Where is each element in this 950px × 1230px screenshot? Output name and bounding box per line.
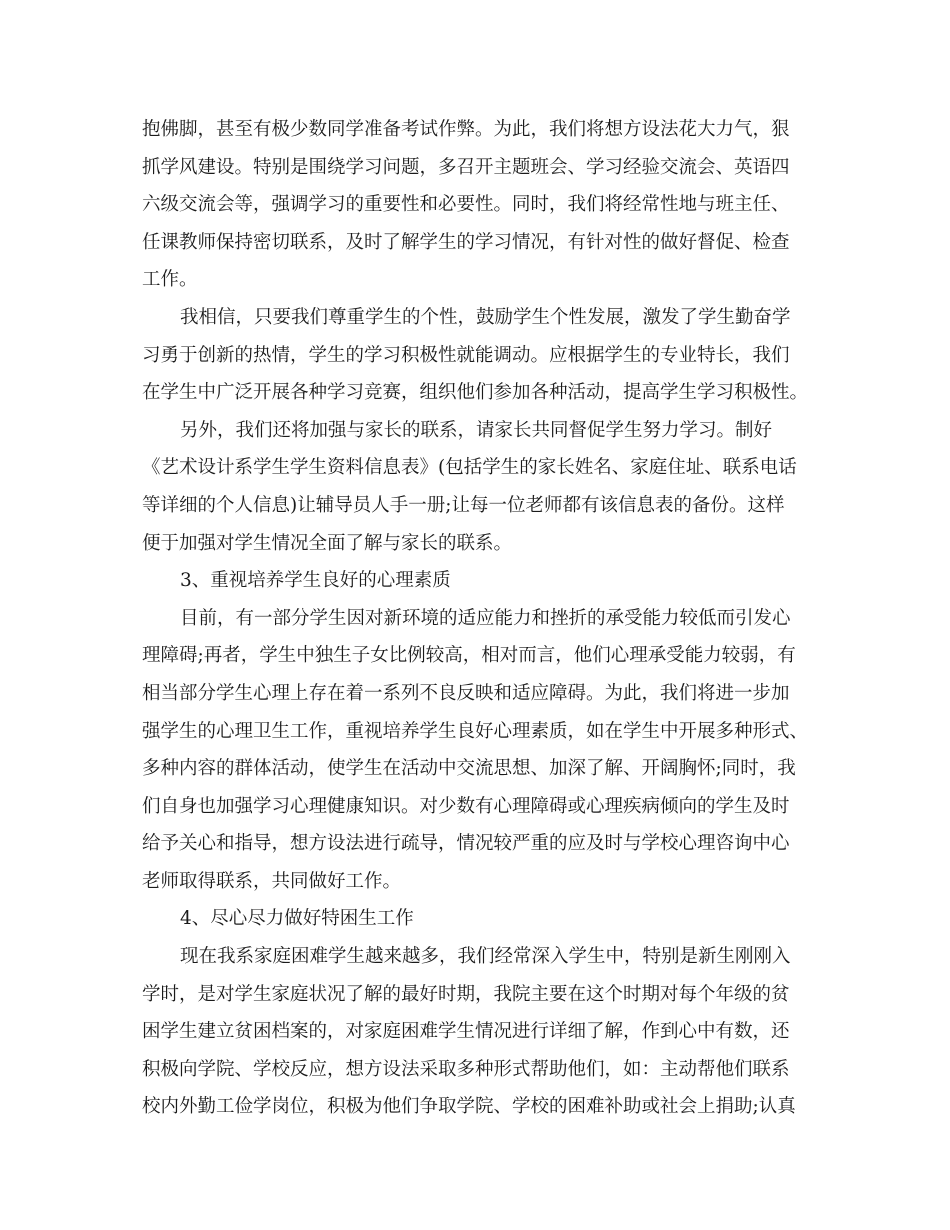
text-line: 目前，有一部分学生因对新环境的适应能力和挫折的承受能力较低而引发心 <box>180 607 791 629</box>
text-line: 相当部分学生心理上存在着一系列不良反映和适应障碍。为此，我们将进一步加 <box>142 682 790 704</box>
document-page <box>142 111 810 1126</box>
text-line: 《艺术设计系学生学生资料信息表》(包括学生的家长姓名、家庭住址、联系电话 <box>142 457 797 479</box>
text-line: 3、重视培养学生良好的心理素质 <box>180 570 451 592</box>
text-line: 习勇于创新的热情，学生的学习积极性就能调动。应根据学生的专业特长，我们 <box>142 344 790 366</box>
text-line: 便于加强对学生情况全面了解与家长的联系。 <box>142 532 513 554</box>
text-line: 强学生的心理卫生工作，重视培养学生良好心理素质，如在学生中开展多种形式、 <box>142 720 809 742</box>
text-line: 抱佛脚，甚至有极少数同学准备考试作弊。为此，我们将想方设法花大力气，狠 <box>142 119 790 140</box>
text-line: 我相信，只要我们尊重学生的个性，鼓励学生个性发展，激发了学生勤奋学 <box>180 306 791 328</box>
text-line: 等详细的个人信息)让辅导员人手一册;让每一位老师都有该信息表的备份。这样 <box>142 494 785 516</box>
text-line: 工作。 <box>142 269 198 291</box>
text-line: 困学生建立贫困档案的，对家庭困难学生情况进行详细了解，作到心中有数，还 <box>142 1021 790 1043</box>
text-line: 另外，我们还将加强与家长的联系，请家长共同督促学生努力学习。制好 <box>180 419 773 441</box>
text-line: 给予关心和指导，想方设法进行疏导，情况较严重的应及时与学校心理咨询中心 <box>142 833 790 855</box>
text-line: 4、尽心尽力做好特困生工作 <box>180 908 414 930</box>
text-line: 任课教师保持密切联系，及时了解学生的学习情况，有针对性的做好督促、检查 <box>142 231 790 253</box>
text-line: 学时，是对学生家庭状况了解的最好时期，我院主要在这个时期对每个年级的贫 <box>142 983 790 1005</box>
text-line: 六级交流会等，强调学习的重要性和必要性。同时，我们将经常性地与班主任、 <box>142 194 790 216</box>
text-line: 多种内容的群体活动，使学生在活动中交流思想、加深了解、开阔胸怀;同时，我 <box>142 758 796 780</box>
text-line: 们自身也加强学习心理健康知识。对少数有心理障碍或心理疾病倾向的学生及时 <box>142 795 790 817</box>
text-line: 校内外勤工俭学岗位，积极为他们争取学院、学校的困难补助或社会上捐助;认真 <box>142 1096 796 1118</box>
text-line: 理障碍;再者，学生中独生子女比例较高，相对而言，他们心理承受能力较弱，有 <box>142 645 796 667</box>
text-line: 在学生中广泛开展各种学习竞赛，组织他们参加各种活动，提高学生学习积极性。 <box>142 382 809 404</box>
text-line: 抓学风建设。特别是围绕学习问题，多召开主题班会、学习经验交流会、英语四 <box>142 156 790 178</box>
text-line: 现在我系家庭困难学生越来越多，我们经常深入学生中，特别是新生刚刚入 <box>180 946 791 968</box>
text-line: 积极向学院、学校反应，想方设法采取多种形式帮助他们，如：主动帮他们联系 <box>142 1058 790 1080</box>
text-line: 老师取得联系，共同做好工作。 <box>142 870 402 892</box>
